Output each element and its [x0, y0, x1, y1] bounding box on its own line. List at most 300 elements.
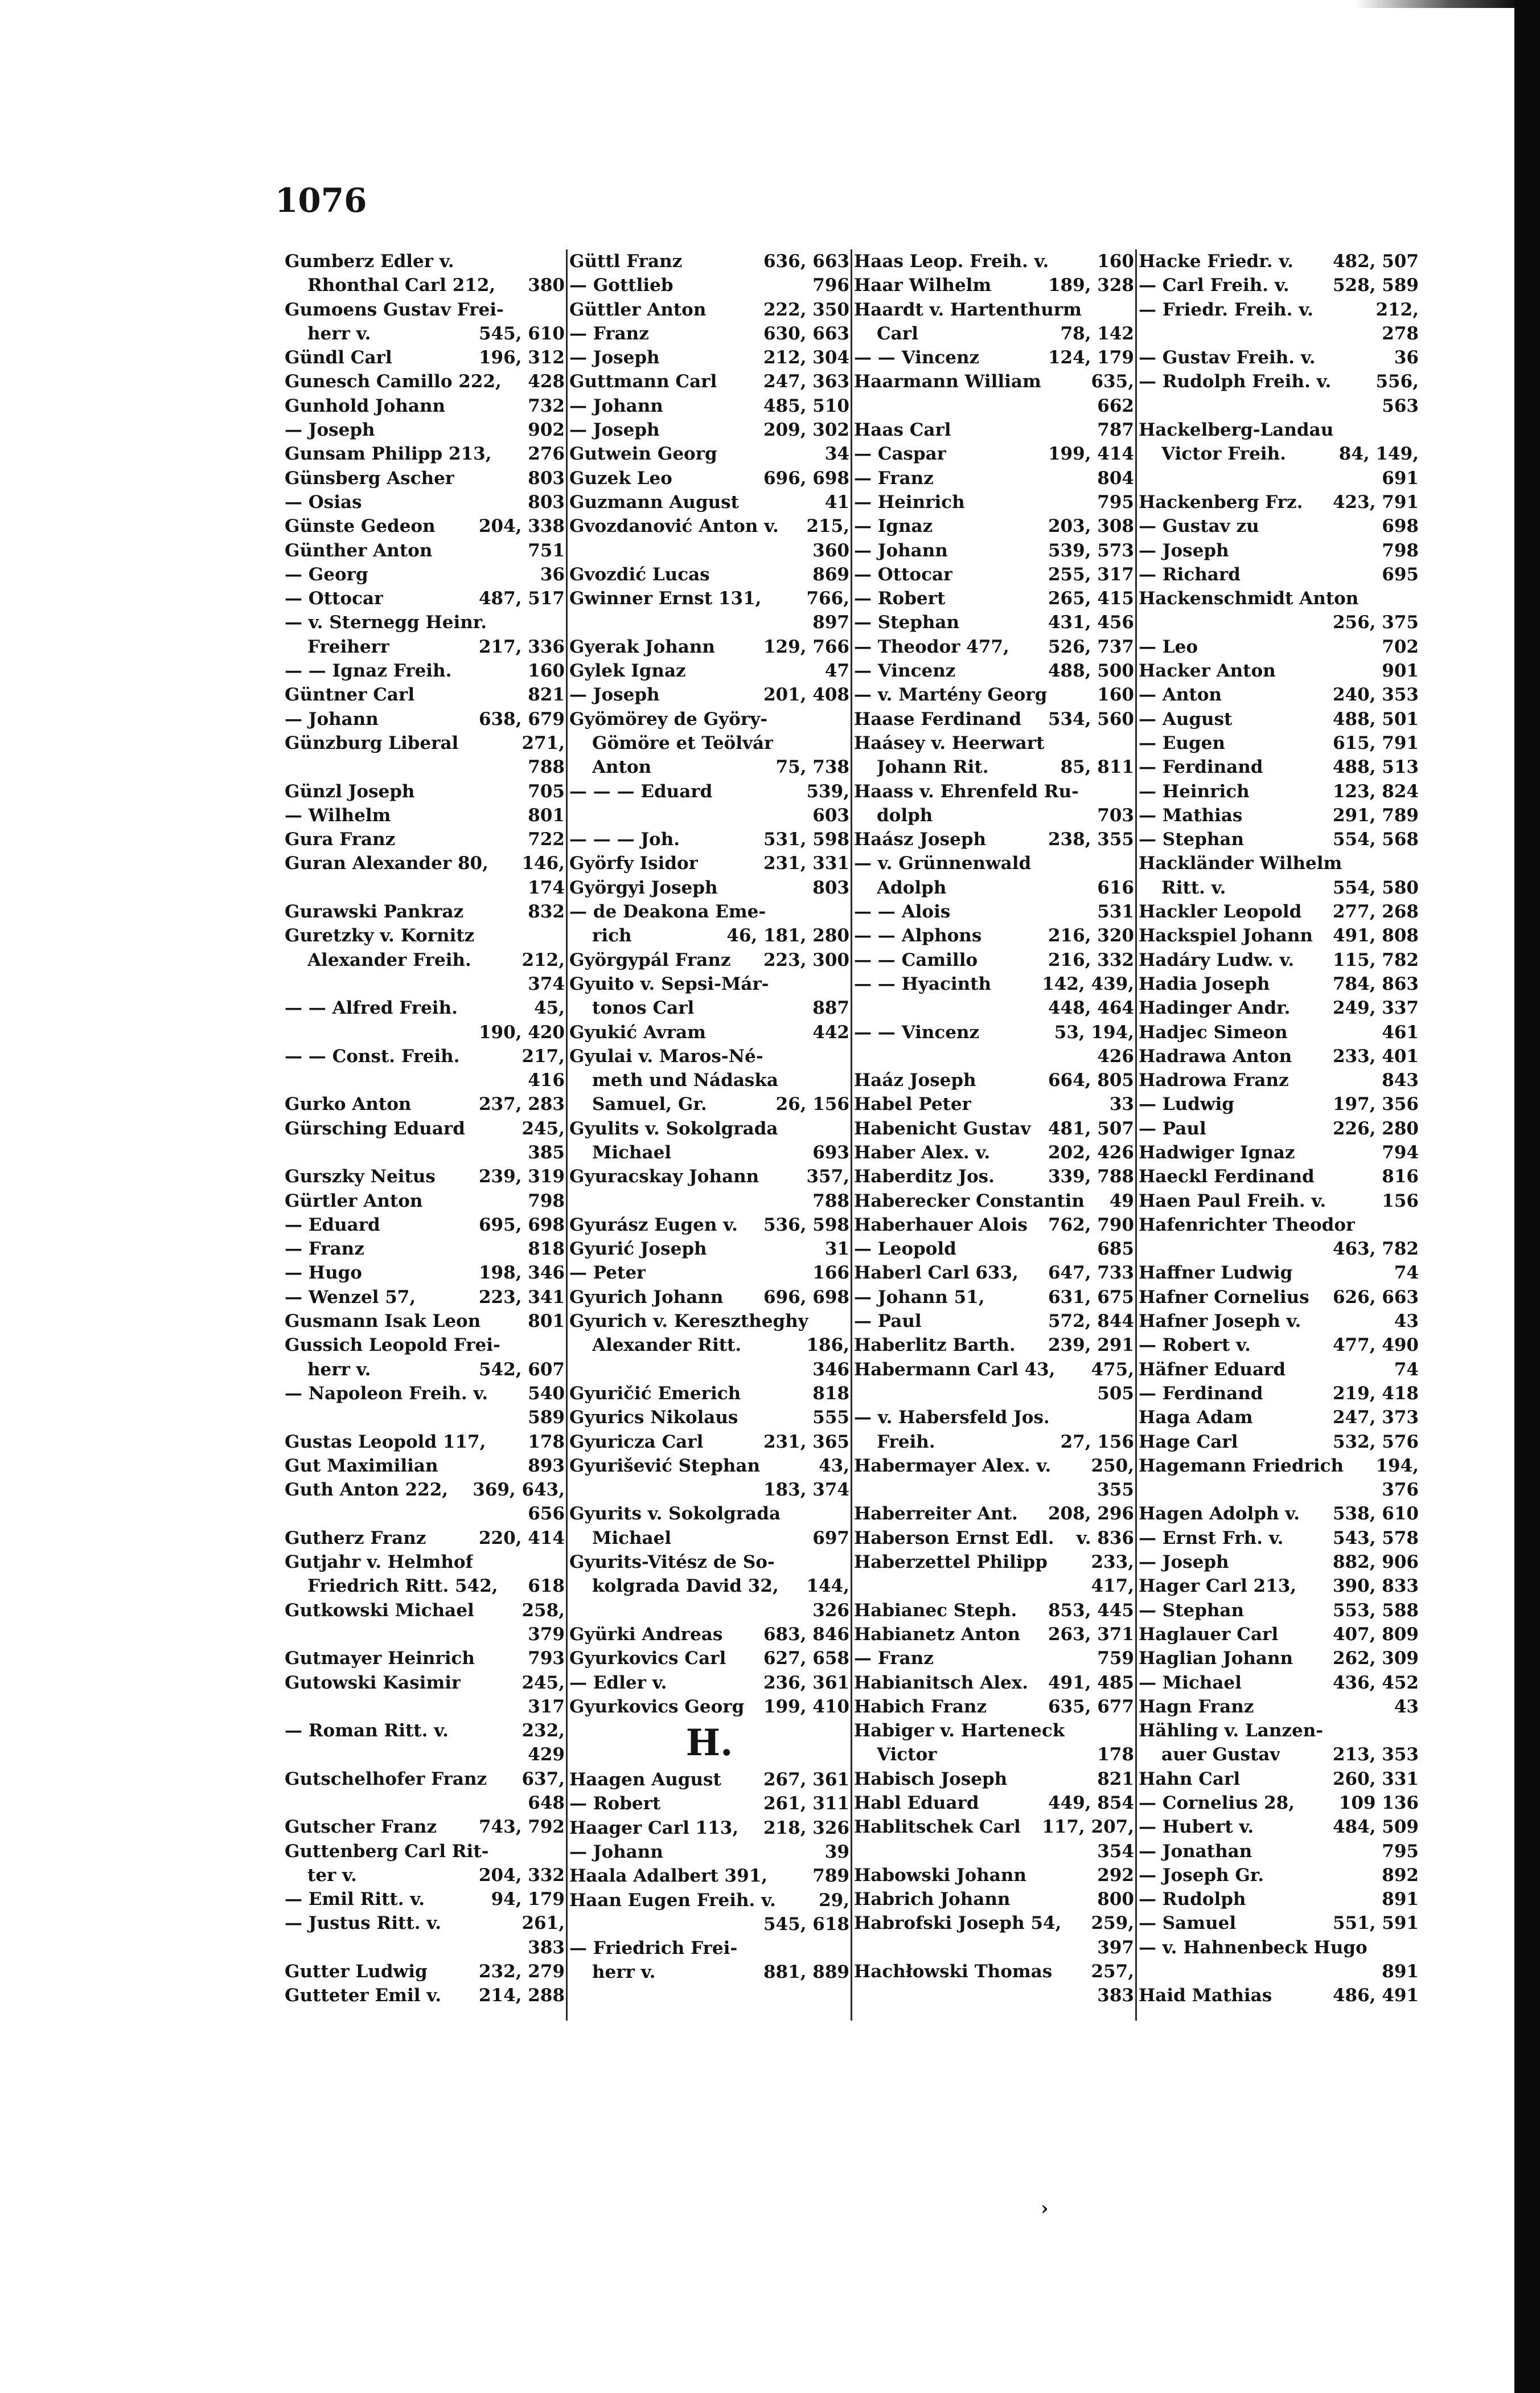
entry-name: — Johann [854, 540, 948, 561]
entry-pages: 442 [812, 1022, 849, 1043]
entry-pages [1131, 298, 1134, 322]
index-column-3 [854, 249, 1134, 2021]
entry-pages: 553, 588 [1332, 1600, 1419, 1621]
entry-name: Victor Freih. [1161, 444, 1286, 465]
index-entry [285, 1719, 565, 1743]
entry-pages: 882, 906 [1332, 1552, 1419, 1573]
entry-pages: 691 [1382, 468, 1419, 489]
entry-pages: 245, [521, 1672, 565, 1693]
index-entry [1139, 587, 1419, 610]
index-entry [854, 1406, 1134, 1429]
entry-name: Gutowski Kasimir [285, 1672, 461, 1693]
entry-pages: 656 [528, 1503, 565, 1525]
entry-name: Hackenschmidt Anton [1139, 588, 1359, 609]
entry-pages: 239, 291 [1048, 1335, 1134, 1356]
entry-pages: 695 [1382, 564, 1419, 585]
entry-name: Gyuricza Carl [569, 1431, 704, 1452]
entry-name: Freih. [877, 1431, 935, 1452]
index-entry [569, 996, 849, 1020]
entry-pages: 217, 336 [478, 636, 565, 657]
index-entry [854, 1839, 1134, 1863]
entry-pages: 194, [1375, 1455, 1419, 1476]
entry-pages [846, 1936, 849, 1960]
index-entry [569, 346, 849, 370]
entry-pages: 702 [1382, 636, 1419, 657]
index-entry [285, 370, 565, 394]
entry-pages: 788 [528, 757, 565, 778]
index-entry [854, 1719, 1134, 1743]
entry-pages: 542, 607 [478, 1359, 565, 1380]
entry-pages: 536, 598 [763, 1214, 849, 1235]
index-entry [1139, 804, 1419, 827]
index-entry [569, 1382, 849, 1406]
entry-name: Habisch Joseph [854, 1768, 1008, 1789]
entry-name: — Mathias [1139, 805, 1243, 826]
entry-name: Michael [592, 1142, 672, 1163]
index-entry [285, 298, 565, 322]
index-entry [1139, 1261, 1419, 1285]
index-entry [854, 707, 1134, 731]
index-entry [285, 972, 565, 996]
index-entry [1139, 514, 1419, 538]
entry-pages: 257, [1091, 1961, 1134, 1982]
index-entry [854, 1622, 1134, 1646]
index-entry [569, 780, 849, 804]
entry-name: — Stephan [1139, 1600, 1245, 1621]
entry-pages: 197, 356 [1332, 1094, 1419, 1115]
entry-pages [1131, 731, 1134, 755]
index-entry [1139, 707, 1419, 731]
index-entry [1139, 1526, 1419, 1550]
entry-name: Hacke Friedr. v. [1139, 251, 1293, 272]
entry-pages: 526, 737 [1048, 636, 1134, 657]
index-entry [285, 1092, 565, 1116]
entry-pages: 49 [1109, 1190, 1134, 1211]
entry-name: — Samuel [1139, 1913, 1237, 1934]
index-entry [854, 755, 1134, 779]
index-entry [1139, 1911, 1419, 1935]
entry-name: Gutjahr v. Helmhof [285, 1552, 473, 1573]
index-entry [1139, 1743, 1419, 1767]
entry-pages: 637, [521, 1768, 565, 1789]
entry-pages [561, 1839, 565, 1863]
entry-name: — Robert [569, 1793, 661, 1814]
entry-pages [1415, 1936, 1419, 1960]
entry-name: — Ferdinand [1139, 1383, 1263, 1404]
entry-pages: 798 [528, 1190, 565, 1211]
entry-pages: 215, [806, 516, 849, 537]
entry-name: Haber Alex. v. [854, 1142, 991, 1163]
entry-name: Hadáry Ludw. v. [1139, 949, 1295, 970]
entry-name: Habiger v. Harteneck [854, 1720, 1065, 1742]
entry-pages: 626, 663 [1332, 1286, 1419, 1308]
entry-pages: 528, 589 [1332, 275, 1419, 296]
entry-pages: 212, [1375, 299, 1419, 320]
entry-pages: 204, 332 [478, 1865, 565, 1886]
index-entry [569, 1695, 849, 1719]
index-entry [285, 707, 565, 731]
entry-name: Habrich Johann [854, 1889, 1011, 1910]
entry-pages: 142, 439, [1042, 973, 1134, 994]
entry-pages: 662 [1097, 395, 1134, 416]
entry-pages: 869 [812, 564, 849, 585]
entry-name: — — Ignaz Freih. [285, 661, 452, 682]
index-entry [285, 1044, 565, 1068]
index-entry [854, 346, 1134, 370]
entry-pages: 488, 500 [1048, 661, 1134, 682]
entry-name: Freiherr [307, 636, 390, 657]
entry-pages: 31 [824, 1239, 849, 1260]
index-entry [1139, 298, 1419, 322]
entry-name: Haarmann William [854, 371, 1041, 392]
entry-pages: 220, 414 [478, 1527, 565, 1548]
entry-pages: 36 [540, 564, 565, 585]
entry-pages: 124, 179 [1048, 347, 1134, 368]
entry-pages: 477, 490 [1332, 1335, 1419, 1356]
index-entry [285, 755, 565, 779]
entry-pages [1131, 851, 1134, 875]
entry-name: — Johann [569, 395, 663, 416]
entry-name: auer Gustav [1161, 1744, 1280, 1765]
entry-pages [561, 1550, 565, 1574]
entry-pages: 481, 507 [1048, 1118, 1134, 1139]
entry-name: — — Alois [854, 902, 951, 923]
index-entry [854, 1309, 1134, 1333]
index-entry [854, 370, 1134, 394]
entry-pages: 186, [806, 1335, 849, 1356]
index-entry [854, 1887, 1134, 1911]
entry-pages: 190, 420 [478, 1022, 565, 1043]
entry-name: — Friedr. Freih. v. [1139, 299, 1313, 320]
entry-name: — Carl Freih. v. [1139, 275, 1290, 296]
entry-pages: 34 [824, 444, 849, 465]
entry-name: — Paul [1139, 1118, 1206, 1139]
entry-name: Gyurics Nikolaus [569, 1407, 738, 1428]
index-entry [569, 1021, 849, 1044]
entry-pages: 801 [528, 805, 565, 826]
entry-name: — Johann [285, 708, 379, 730]
entry-name: — v. Habersfeld Jos. [854, 1407, 1050, 1428]
entry-name: — Roman Ritt. v. [285, 1720, 449, 1742]
entry-name: Gwinner Ernst 131, [569, 588, 762, 609]
entry-pages: 223, 341 [478, 1286, 565, 1308]
entry-name: Gömöre et Teölvár [592, 732, 774, 753]
entry-pages: 531 [1097, 902, 1134, 923]
index-entry [1139, 490, 1419, 514]
entry-pages: 26, 156 [775, 1094, 849, 1115]
index-entry [569, 1864, 849, 1888]
index-entry [569, 1574, 849, 1598]
entry-name: — Ludwig [1139, 1094, 1234, 1115]
entry-name: Hagen Adolph v. [1139, 1503, 1300, 1525]
entry-name: — Hugo [285, 1263, 362, 1284]
entry-pages: 475, [1091, 1359, 1134, 1380]
entry-name: — — Alfred Freih. [285, 998, 458, 1019]
index-entry [285, 1406, 565, 1429]
entry-pages: 267, 361 [763, 1769, 849, 1790]
index-entry [285, 1574, 565, 1598]
entry-name: Habich Franz [854, 1696, 987, 1717]
index-entry [1139, 1213, 1419, 1237]
index-entry [285, 1646, 565, 1670]
entry-pages: 236, 361 [763, 1672, 849, 1693]
entry-pages: 901 [1382, 661, 1419, 682]
index-entry [285, 924, 565, 948]
index-entry [1139, 1839, 1419, 1863]
entry-pages: 277, 268 [1332, 902, 1419, 923]
entry-name: — Heinrich [1139, 781, 1250, 802]
index-entry [854, 610, 1134, 634]
index-entry [854, 635, 1134, 659]
entry-name: Hähling v. Lanzen- [1139, 1720, 1324, 1742]
entry-name: Gürsching Eduard [285, 1118, 465, 1139]
index-entry [285, 804, 565, 827]
entry-pages: 818 [528, 1239, 565, 1260]
entry-pages: 429 [528, 1744, 565, 1765]
entry-name: Hackelberg-Landau [1139, 420, 1334, 441]
entry-name: Hafner Cornelius [1139, 1286, 1309, 1308]
entry-name: Guttenberg Carl Rit- [285, 1841, 489, 1862]
page-number: 1076 [275, 181, 367, 220]
entry-pages [846, 1044, 849, 1068]
entry-pages: 647, 733 [1048, 1263, 1134, 1284]
entry-name: — v. Grünnenwald [854, 853, 1032, 874]
entry-name: Habel Peter [854, 1094, 971, 1115]
index-entry [569, 394, 849, 418]
entry-pages: 196, 312 [478, 347, 565, 368]
index-entry [569, 1599, 849, 1622]
index-entry [569, 827, 849, 851]
entry-name: Haglauer Carl [1139, 1624, 1279, 1645]
index-entry [854, 924, 1134, 948]
index-entry [285, 1213, 565, 1237]
index-entry [1139, 370, 1419, 394]
entry-name: Anton [592, 757, 652, 778]
entry-pages: 223, 300 [763, 949, 849, 970]
entry-name: Haffner Ludwig [1139, 1263, 1293, 1284]
entry-pages: 556, [1375, 371, 1419, 392]
entry-name: — Richard [1139, 564, 1241, 585]
entry-pages: 698 [1382, 516, 1419, 537]
entry-name: Haas Leop. Freih. v. [854, 251, 1049, 272]
entry-name: Haan Eugen Freih. v. [569, 1890, 776, 1911]
index-entry [1139, 1791, 1419, 1815]
entry-name: Habianitsch Alex. [854, 1672, 1029, 1693]
entry-name: Gurszky Neitus [285, 1166, 436, 1187]
entry-pages: 212, [521, 949, 565, 970]
entry-pages: 144, [806, 1576, 849, 1597]
entry-pages: 417, [1091, 1576, 1134, 1597]
entry-pages: 204, 338 [478, 516, 565, 537]
entry-pages: 627, 658 [763, 1648, 849, 1669]
entry-name: Haberhauer Alois [854, 1214, 1028, 1235]
entry-pages: 816 [1382, 1166, 1419, 1187]
entry-pages: 488, 501 [1332, 708, 1419, 730]
entry-pages: 787 [1097, 420, 1134, 441]
entry-name: — Caspar [854, 444, 947, 465]
index-entry [285, 1815, 565, 1839]
entry-name: — Franz [285, 1239, 364, 1260]
entry-pages: 618 [528, 1576, 565, 1597]
entry-pages: 355 [1097, 1480, 1134, 1501]
entry-name: Haberlitz Barth. [854, 1335, 1016, 1356]
index-entry [569, 1646, 849, 1670]
footer-mark: › [1041, 2197, 1049, 2220]
entry-pages: 488, 513 [1332, 757, 1419, 778]
entry-pages: 222, 350 [763, 299, 849, 320]
entry-name: Gutmayer Heinrich [285, 1648, 475, 1669]
index-entry [854, 1767, 1134, 1791]
entry-pages: 117, 207, [1042, 1817, 1134, 1838]
entry-name: Gumoens Gustav Frei- [285, 299, 504, 320]
index-entry [285, 346, 565, 370]
index-entry [854, 996, 1134, 1020]
entry-name: Carl [877, 323, 918, 344]
index-entry [854, 273, 1134, 297]
entry-name: Günste Gedeon [285, 516, 436, 537]
entry-name: — Napoleon Freih. v. [285, 1383, 488, 1404]
index-entry [285, 1309, 565, 1333]
entry-pages: 160 [528, 661, 565, 682]
index-entry [854, 1117, 1134, 1141]
entry-pages [846, 1068, 849, 1092]
entry-pages: 696, 698 [763, 1286, 849, 1308]
entry-pages: 798 [1382, 540, 1419, 561]
entry-pages [846, 1502, 849, 1526]
entry-name: Habenicht Gustav [854, 1118, 1031, 1139]
index-entry [569, 1816, 849, 1840]
entry-pages: 881, 889 [763, 1962, 849, 1983]
entry-name: Hablitschek Carl [854, 1817, 1021, 1838]
index-entry [854, 298, 1134, 322]
entry-pages: 33 [1109, 1094, 1134, 1115]
entry-pages: 486, 491 [1332, 1985, 1419, 2006]
entry-pages [561, 924, 565, 948]
entry-pages: 74 [1394, 1263, 1419, 1284]
entry-pages: 540 [528, 1383, 565, 1404]
index-entry [569, 1671, 849, 1695]
index-entry [569, 900, 849, 924]
entry-name: — Michael [1139, 1672, 1242, 1693]
entry-pages: 636, 663 [763, 251, 849, 272]
index-entry [854, 1092, 1134, 1116]
index-entry [285, 851, 565, 875]
index-entry [285, 514, 565, 538]
entry-pages: 705 [528, 781, 565, 802]
entry-name: Gunesch Camillo 222, [285, 371, 502, 392]
entry-pages: 685 [1097, 1239, 1134, 1260]
entry-name: — Johann 51, [854, 1286, 985, 1308]
index-entry [285, 1382, 565, 1406]
entry-name: Haglian Johann [1139, 1648, 1293, 1669]
index-entry [569, 1309, 849, 1333]
entry-name: Haberecker Constantin [854, 1190, 1085, 1211]
entry-pages: 635, 677 [1048, 1696, 1134, 1717]
entry-pages: 794 [1382, 1142, 1419, 1163]
entry-name: Hackenberg Frz. [1139, 491, 1303, 513]
index-entry [285, 1671, 565, 1695]
entry-pages: 635, [1091, 371, 1134, 392]
entry-pages [561, 298, 565, 322]
entry-pages: 276 [528, 444, 565, 465]
entry-pages: 247, 363 [763, 371, 849, 392]
entry-name: Hackspiel Johann [1139, 925, 1313, 946]
entry-pages: 803 [528, 468, 565, 489]
index-entry [854, 1743, 1134, 1767]
entry-pages [1415, 1719, 1419, 1743]
entry-pages: 463, 782 [1332, 1239, 1419, 1260]
index-entry [285, 1984, 565, 2007]
entry-name: — Paul [854, 1311, 922, 1332]
entry-name: Györfy Isidor [569, 853, 699, 874]
index-entry [1139, 610, 1419, 634]
entry-pages: 232, 279 [478, 1961, 565, 1982]
entry-name: kolgrada David 32, [592, 1576, 779, 1597]
entry-pages: 482, 507 [1332, 251, 1419, 272]
index-entry [1139, 924, 1419, 948]
entry-pages: 160 [1097, 685, 1134, 706]
entry-name: — Ottocar [285, 588, 384, 609]
entry-pages: 390, 833 [1332, 1576, 1419, 1597]
entry-pages: 891 [1382, 1961, 1419, 1982]
index-entry [569, 707, 849, 731]
index-entry [1139, 1936, 1419, 1960]
entry-name: Gurko Anton [285, 1094, 412, 1115]
entry-pages: 423, 791 [1332, 491, 1419, 513]
entry-name: — Gottlieb [569, 275, 674, 296]
index-entry [1139, 249, 1419, 273]
entry-name: Hager Carl 213, [1139, 1576, 1297, 1597]
index-entry [285, 1165, 565, 1189]
index-entry [285, 1791, 565, 1815]
index-entry [1139, 1285, 1419, 1309]
entry-name: Günsberg Ascher [285, 468, 455, 489]
index-entry [569, 851, 849, 875]
entry-name: Gyulits v. Sokolgrada [569, 1118, 778, 1139]
entry-pages: 232, [521, 1720, 565, 1742]
entry-pages: 555 [812, 1407, 849, 1428]
entry-pages: 109 136 [1338, 1793, 1419, 1813]
index-entry [1139, 1719, 1419, 1743]
index-entry [1139, 659, 1419, 683]
entry-pages: 397 [1097, 1937, 1134, 1958]
index-entry [854, 1454, 1134, 1478]
index-entry [285, 1454, 565, 1478]
index-entry [1139, 1695, 1419, 1719]
entry-name: Rhonthal Carl 212, [307, 275, 496, 296]
entry-pages: 789 [812, 1866, 849, 1887]
entry-pages: 448, 464 [1048, 998, 1134, 1019]
entry-name: Gyurász Eugen v. [569, 1214, 738, 1235]
entry-name: Gurawski Pankraz [285, 902, 464, 923]
index-entry [1139, 1502, 1419, 1526]
entry-pages: 369, 643, [473, 1480, 565, 1501]
entry-pages: 216, 320 [1048, 925, 1134, 946]
entry-pages: 263, 371 [1048, 1624, 1134, 1645]
entry-name: Hachłowski Thomas [854, 1961, 1053, 1982]
entry-pages: 249, 337 [1332, 998, 1419, 1019]
entry-name: — Theodor 477, [854, 636, 1009, 657]
index-entry [854, 900, 1134, 924]
entry-name: Haásey v. Heerwart [854, 732, 1045, 753]
index-entry [854, 1599, 1134, 1622]
index-entry [1139, 1021, 1419, 1044]
entry-name: Guzek Leo [569, 468, 672, 489]
entry-pages: 115, 782 [1332, 949, 1419, 970]
entry-name: Gura Franz [285, 829, 396, 850]
index-entry [854, 418, 1134, 442]
entry-name: Haáz Joseph [854, 1070, 976, 1091]
